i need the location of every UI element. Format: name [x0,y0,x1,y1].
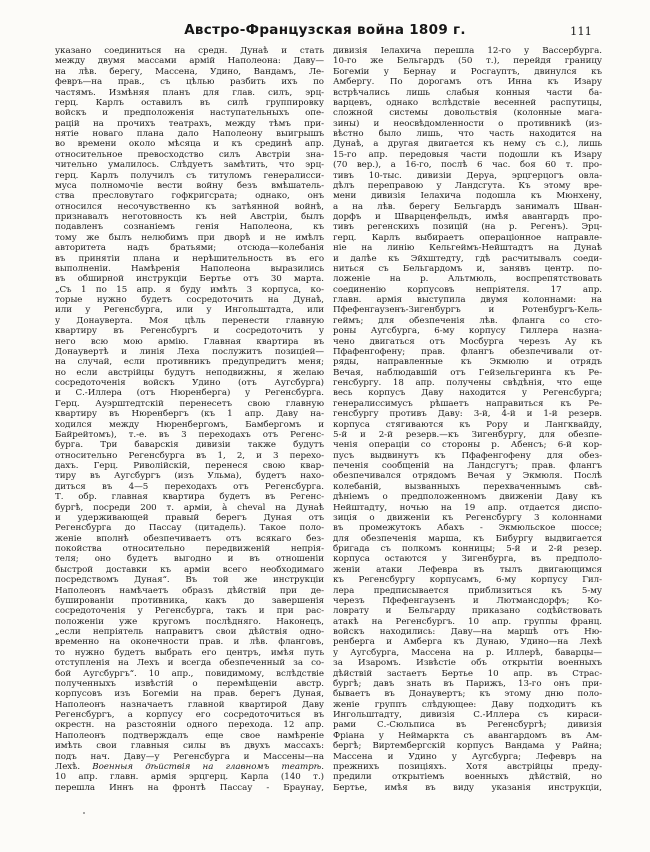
text-run: черезъ Пфефенгаузенъ и Лютмансдорфъ; Ко- [333,595,602,606]
text-line [55,243,324,253]
text-line [55,513,324,523]
text-run: февръ—на прав., съ цѣлью разбить ихъ по [55,77,324,88]
text-line [55,534,324,544]
text-run: окрестн. на разстояніи одного перехода. 12 апр. [55,720,324,731]
text-run: Лехѣ. [55,761,93,772]
text-line [55,305,324,315]
text-line [55,274,324,284]
text-line [55,254,324,264]
text-line [55,596,324,606]
text-run: пусъ выдвинутъ къ Пфафенгофену для обез- [333,450,602,461]
text-run: сложной системы довольствія (колонные мага- [333,108,602,119]
text-line [333,596,602,606]
text-run: 10 апр. главн. армія эрцгерц. Карла (140 т.) [55,772,324,783]
text-run: ренберга и Амберга къ Дунаю, Удино—на Лехѣ [333,637,602,648]
text-run: встрѣчались лишь слабыя конныя части ба- [333,87,602,98]
text-run: отступленія на Лехъ и всегда обезпеченный за со- [55,658,324,669]
text-run: „если непріятель направитъ свои дѣйствія одно- [55,627,324,637]
text-run: Регенсбурга до Пассау (цитадель). Такое поло- [55,523,324,534]
text-line [333,160,602,170]
text-line [333,679,602,689]
text-line [55,772,324,782]
text-run: зиція о движеніи къ Регенсбургу 3 колоннами [333,512,602,523]
text-run: бригада съ полкомъ конницы; 5-й и 2-й резер. [333,544,602,554]
text-run: рами С.-Сюльписа въ Регенсбургѣ; дивизія [333,720,602,731]
text-line [55,720,324,730]
text-line [55,88,324,98]
text-run: рацій на прочихъ театрахъ, между тѣмъ при- [55,118,324,129]
text-run: Наполеонъ назначаетъ главной квартирой Даву [55,699,324,710]
text-run: Фріана у Неймаркта съ авангардомъ въ Ам- [333,730,602,741]
text-line [333,347,602,357]
text-run: герц. Карлъ оставилъ въ силѣ группировку [55,97,324,108]
text-run: Байрейтомъ), т.-е. въ 3 переходахъ отъ Регенс- [55,429,324,440]
text-line [333,627,602,637]
text-run: а на лѣв. берегу Бельгардъ занималъ Шван- [333,201,602,212]
text-line [333,171,602,181]
text-run: ложеніе на р. Альтмюль, воспрепятствовать [333,274,602,285]
text-run: между двумя массами армій Наполеона: Даву— [55,56,324,67]
text-line [333,409,602,419]
text-run: женіе группъ слѣдующее: Даву подходитъ къ [333,699,602,710]
text-run: роны Аугсбурга, 6-му корпусу Гиллера назна- [333,326,602,337]
text-line [333,752,602,762]
right-column [333,46,602,793]
text-line [55,285,324,295]
text-run: тиру въ Аугсбургъ (изъ Ульма), будетъ нахо- [55,471,324,482]
text-run: Амбергу. По дорогамъ отъ Инна къ Изару [333,77,602,88]
text-run: частямъ. Измѣняя планъ для глав. силъ, эрц- [55,87,324,98]
text-run: обезпечивался отрядомъ Вечая у Экмюля. Послѣ [333,471,602,482]
text-run: дѣніемъ о предположенномъ движеніи Даву къ [333,492,602,503]
text-line [55,191,324,201]
text-line [55,544,324,554]
text-run: Наполеонъ намѣчаетъ образъ дѣйствій при де- [55,585,324,596]
text-run: сосредоточенія войскъ Удино (отъ Аугсбурга) [55,378,324,388]
text-run: или у Регенсбурга, или у Ингольштадта, или [55,305,324,316]
text-line [333,523,602,533]
text-run: теля; оно будетъ выгодно и въ отношеніи [55,554,324,565]
text-run: герц. Карлъ получилъ съ титуломъ генералисси- [55,170,324,181]
text-line [55,451,324,461]
page-number: 111 [570,24,592,38]
text-line [333,191,602,201]
text-run: Массена и Удино у Аугсбурга; Лефевръ на [333,751,602,762]
text-run: нятіе новаго плана дало Наполеону выигрышъ [55,129,324,139]
text-line [55,77,324,87]
text-line [55,471,324,481]
text-line [55,731,324,741]
text-run: за Изаромъ. Извѣстіе объ открытіи военныхъ [333,658,602,669]
text-line [55,388,324,398]
text-run: войскъ и предположенія наступательныхъ опе- [55,108,324,119]
text-line [333,243,602,253]
text-line [333,378,602,388]
text-line [333,326,602,336]
text-line [333,420,602,430]
text-run: ченія операціи со стороны р. Абенсъ; 6-й кор- [333,440,602,451]
text-line [55,150,324,160]
text-line [55,98,324,108]
text-run: него всю мою армію. Главная квартира въ [55,336,324,347]
text-run: герц. Карлъ выбираетъ операціонное направле- [333,232,602,243]
text-run: лера предписывается приблизиться къ 5-му [333,585,602,596]
text-line [55,482,324,492]
text-line [333,741,602,751]
text-run: имѣть свои главныя силы въ двухъ массахъ: [55,741,324,752]
text-line [333,451,602,461]
text-line [333,222,602,232]
text-line [333,648,602,658]
text-line [333,617,602,627]
text-run: вѣстно было лишь, что часть находится на [333,129,602,139]
text-run: ніе на линію Кельгеймъ-Нейштадтъ на Дунаѣ [333,243,602,254]
text-line [55,129,324,139]
text-run: „Съ 1 по 15 апр. я буду имѣть 3 корпуса, ко- [55,284,324,295]
text-run: тивъ регенскихъ позицій (на р. Регенъ). Эрц- [333,222,602,233]
text-run: на лѣв. берегу, Массена, Удино, Вандамъ, Ле- [55,66,324,77]
italic-run: Военныя дѣйствія на главномъ театрѣ. [92,761,324,772]
text-line [55,316,324,326]
text-run: Богеміи у Бернау и Росгауптъ, двинулся къ [333,66,602,77]
text-run: корпусовъ изъ Богеміи на прав. берегъ Дуная, [55,689,324,700]
text-line [333,98,602,108]
text-line [55,337,324,347]
text-run: главн. армія выступила двумя колоннами: на [333,295,602,305]
text-line [55,326,324,336]
text-line [55,658,324,668]
text-line [55,606,324,616]
text-run: женіи атаки Лефевра въ тылъ двигающимся [333,564,602,575]
text-line [55,741,324,751]
text-line [333,119,602,129]
text-run: то нужно будетъ выбрать его центръ, имѣя путь [55,647,324,658]
text-run: относился несочувственно къ затѣянной войнѣ, [55,201,324,212]
text-run: у Донауверта. Моя цѣль перенести главную [55,315,324,326]
text-run: дахъ. Герц. Риволійскій, перенеся свою квар- [55,461,324,471]
text-run: сосредоточенія у Регенсбурга, такъ и при рас- [55,606,324,617]
text-run: дорфъ и Шварценфельдъ, имѣя авангардъ про- [333,212,602,222]
text-line [333,772,602,782]
text-line [333,669,602,679]
text-line [55,202,324,212]
text-line [55,181,324,191]
text-line [333,305,602,315]
text-run: Регенсбургъ, а корпусу его сосредоточиться въ [55,710,324,720]
text-run: бургѣ, посреди 200 т. арміи, à cheval на Дунаѣ [55,502,324,513]
text-run: ловрату и Бельгарду приказано содѣйствовать [333,606,602,617]
text-line [55,399,324,409]
text-line [55,669,324,679]
text-line [55,233,324,243]
text-run: тивъ 10-тыс. дивизіи Деруа, эрцгерцогъ овла- [333,170,602,181]
text-run: Пфефенгаузенъ-Зигенбургъ и Ротенбургъ-Кель- [333,305,602,316]
text-line [55,762,324,772]
text-run: для обезпеченія марша, къ Бибургу выдвигается [333,533,602,544]
text-line [55,440,324,450]
text-run: войскъ находились: Даву—на маршѣ отъ Ню- [333,627,602,637]
text-line [333,575,602,585]
text-run: ряды, направленные къ Экмюлю и отрядъ [333,357,602,368]
text-line [333,285,602,295]
text-line [333,233,602,243]
text-line [55,617,324,627]
text-line [333,513,602,523]
text-columns [55,46,602,793]
text-line [333,46,602,56]
text-run: Нейштадту, ночью на 19 апр. отдается диспо- [333,502,602,513]
text-run: покойства относительно передвиженій непрія- [55,544,324,554]
text-run: предили открытіемъ военныхъ дѣйствій, но [333,772,602,783]
text-run: на случай, если противникъ предупредитъ меня; [55,357,324,368]
text-line [55,46,324,56]
text-line [333,139,602,149]
text-run: ства пресловутаго гофкригсрата; однако, онъ [55,191,324,202]
text-run: ниться съ Бельгардомъ и, занявъ центр. по- [333,263,602,274]
text-line [55,409,324,419]
text-line [333,492,602,502]
text-line [55,492,324,502]
text-line [55,710,324,720]
text-line [333,67,602,77]
text-run: во времени около мѣсяца и къ срединѣ апр. [55,139,324,150]
text-run: быстрой доставки къ арміи всего необходимаго [55,564,324,575]
text-line [333,150,602,160]
text-run: и удерживающей правый берегъ Дуная отъ [55,512,324,523]
text-line [55,139,324,149]
text-run: геймъ; для обезпеченія лѣв. фланга со сто- [333,315,602,326]
text-run: квартиру въ Регенсбургъ и сосредоточить у [55,326,324,337]
text-run: Вечая, наблюдавшій отъ Гейзельгеринга къ Ре- [333,367,602,378]
text-line [55,523,324,533]
text-line [55,679,324,689]
text-run: въ промежутокъ Абахъ - Экмюльское шоссе; [333,523,602,534]
text-run: выполненіи. Намѣренія Наполеона выразились [55,263,324,274]
text-line [333,689,602,699]
text-line [55,67,324,77]
text-line [333,565,602,575]
text-line [333,700,602,710]
text-run: варцевъ, однако вслѣдствіе весенней распутицы, [333,97,602,108]
text-line [55,119,324,129]
text-line [55,575,324,585]
text-line [55,648,324,658]
text-line [55,503,324,513]
text-run: подавленъ сознаніемъ генія Наполеона, къ [55,222,324,233]
text-run: генералиссимусъ рѣшаетъ направиться къ Ре- [333,398,602,409]
text-run: полученныхъ извѣстій о перемѣщеніи австр. [55,678,324,689]
text-line [333,503,602,513]
text-run: и далѣе къ Эйхштедту, гдѣ расчитывалъ соеди- [333,253,602,264]
text-run: у Аугсбурга, Массена на р. Иллерѣ, баварцы— [333,647,602,658]
text-run: Пфафенгофену; прав. флангъ обезпечивали от- [333,346,602,357]
text-run: генсбургу. 18 апр. получены свѣдѣнія, что еще [333,378,602,388]
text-run: корпуса стягиваются къ Рору и Лангквайду, [333,419,602,430]
text-run: указано соединиться на средн. Дунаѣ и стать [55,46,324,56]
text-run: Донаувертѣ и линія Леха послужитъ позиціей— [55,346,324,357]
text-line [55,212,324,222]
text-run: весь корпусъ Даву находится у Регенсбурга; [333,388,602,399]
text-run: мени дивизія Іелахича подошла къ Мюнхену, [333,191,602,202]
text-run: чительно умалилось. Слѣдуетъ замѣтить, что эрц- [55,160,324,171]
text-line [333,720,602,730]
text-line [333,534,602,544]
text-line [333,274,602,284]
text-line [55,565,324,575]
text-line [55,627,324,637]
text-line [55,368,324,378]
text-line [333,783,602,793]
text-line [333,482,602,492]
text-line [333,461,602,471]
text-line [55,160,324,170]
text-run: печенія сообщеній на Ландсгутъ; прав. флангъ [333,461,602,471]
scan-artifact [83,812,85,814]
text-run: 5-й и 2-й резерв.—къ Зигенбургу, для обезпе- [333,429,602,440]
text-run: бургѣ; давъ знать въ Парижъ, 13-го онъ при- [333,678,602,689]
text-run: дивизія Іелахича перешла 12-го у Вассербурга. [333,46,602,56]
text-run: положеніи уже кругомъ послѣдняго. Наконецъ, [55,616,324,627]
text-run: колебаній, вызванныхъ перехваченнымъ свѣ- [333,481,602,492]
text-line [333,108,602,118]
text-run: къ Регенсбургу корпусамъ, 6-му корпусу Гил- [333,575,602,586]
text-run: соединенію корпусовъ непріятеля. 17 апр. [333,284,602,295]
text-line [55,586,324,596]
text-line [333,337,602,347]
text-run: бурга. Три баварскія дивизіи также будутъ [55,440,324,451]
text-run: признавалъ неготовность къ ней Австріи, былъ [55,212,324,222]
text-run: женіе вполнѣ обезпечиваетъ отъ всякаго без- [55,533,324,544]
text-line [55,783,324,793]
text-line [333,357,602,367]
text-line [55,461,324,471]
text-run: квартиру въ Нюренбергъ (къ 1 апр. Даву на- [55,409,324,420]
text-line [55,108,324,118]
text-run: но если австрійцы будутъ неподвижны, я желаю [55,367,324,378]
text-run: муса полномочіе вести войну безъ вмѣшатель- [55,180,324,191]
text-run: посредствомъ Дуная“. Въ той же инструкціи [55,575,324,586]
text-run: дѣлъ переправою у Ландсгута. Къ этому вре- [333,180,602,191]
text-line [55,752,324,762]
text-run: Герц. Ауэрштедтскій перенесетъ свою главную [55,398,324,409]
text-run: бой Аугсбургъ“. 10 апр., повидимому, вслѣдствіе [55,668,324,679]
text-line [333,554,602,564]
text-line [333,471,602,481]
text-line [333,254,602,264]
text-line [333,264,602,274]
text-line [55,295,324,305]
text-run: прежнихъ позиціяхъ. Хотя австрійцы преду- [333,761,602,772]
text-line [333,586,602,596]
text-line [55,430,324,440]
text-line [55,222,324,232]
text-line [55,689,324,699]
text-line [333,731,602,741]
text-run: диться въ 4—5 переходахъ отъ Регенсбурга. [55,481,324,492]
text-run: торые нужно будетъ сосредоточить на Дунаѣ, [55,295,324,305]
text-line [333,440,602,450]
text-run: 15-го апр. передовыя части подошли къ Изару [333,149,602,160]
text-run: корпуса остаются у Зигенбурга, въ предполо- [333,554,602,565]
text-line [55,637,324,647]
text-run: перешла Иннъ на фронтѣ Пассау - Браунау, [55,782,324,793]
text-line [333,295,602,305]
text-run: бываетъ въ Донаувертъ; къ этому дню поло- [333,689,602,700]
text-line [333,388,602,398]
text-line [55,171,324,181]
text-line [55,264,324,274]
left-column [55,46,324,793]
text-line [333,658,602,668]
text-line [333,637,602,647]
text-run: въ обширной инструкціи Бертье отъ 30 марта. [55,274,324,285]
text-run: авторитета надъ братьями; отсюда—колебанія [55,243,324,254]
text-line [333,88,602,98]
text-line [333,430,602,440]
text-line [55,357,324,367]
text-run: Т. обр. главная квартира будетъ въ Регенс- [55,492,324,503]
text-run: чено двигаться отъ Мосбурга черезъ Ау къ [333,336,602,347]
text-run: Дунаѣ, а другая двигается къ нему съ с.), лишь [333,139,602,150]
text-run: бушированіи противника, какъ до завершенія [55,595,324,606]
text-line [333,316,602,326]
text-run: Наполеонъ подтверждалъ еще свое намѣреніе [55,730,324,741]
text-run: относительно Регенсбурга въ 1, 2, и 3 перехо- [55,450,324,461]
text-line [55,554,324,564]
text-run: 10-го же Бельгардъ (50 т.), перейдя границу [333,56,602,67]
page-title: Австро-Французская война 1809 г. [184,22,466,38]
text-run: атакѣ на Регенсбургъ. 10 апр. группы франц. [333,616,602,627]
text-line [333,399,602,409]
text-line [333,710,602,720]
text-run: относительное превосходство силъ Австріи зна- [55,149,324,160]
text-line [333,181,602,191]
text-run: тому же былъ нелюбимъ при дворѣ и не имѣлъ [55,232,324,243]
text-run: зины) и неосвѣдомленности о противникѣ (из- [333,118,602,129]
text-run: дѣйствій застаетъ Бертье 10 апр. въ Страс- [333,668,602,679]
text-run: временно на оконечности прав. и лѣв. фланговъ, [55,637,324,648]
text-run: Бертье, имѣя въ виду указанія инструкціи, [333,782,602,793]
text-line [333,129,602,139]
text-line [55,56,324,66]
text-line [55,347,324,357]
text-run: и С.-Иллера (отъ Нюренберга) у Регенсбурга. [55,388,324,399]
text-run: бергѣ; Виртембергскій корпусъ Вандама у Райна; [333,741,602,752]
text-line [333,544,602,554]
text-line [333,212,602,222]
text-run: въ принятіи плана и нерѣшительность въ его [55,253,324,264]
text-run: подъ нач. Даву—у Регенсбурга и Массены—на [55,751,324,762]
text-line [333,606,602,616]
text-run: генсбургу противъ Даву: 3-й, 4-й и 1-й резерв. [333,409,602,420]
text-line [55,378,324,388]
text-line [333,202,602,212]
text-line [333,77,602,87]
text-run: (70 вер.), а 16-го, послѣ 6 час. боя 60 т. про- [333,160,602,171]
text-run: ходился между Нюренбергомъ, Бамбергомъ и [55,419,324,430]
text-line [333,762,602,772]
text-line [55,700,324,710]
text-line [333,368,602,378]
text-run: Ингольштадту, дивизія С.-Иллера съ кираси- [333,710,602,720]
text-line [55,420,324,430]
text-line [333,56,602,66]
